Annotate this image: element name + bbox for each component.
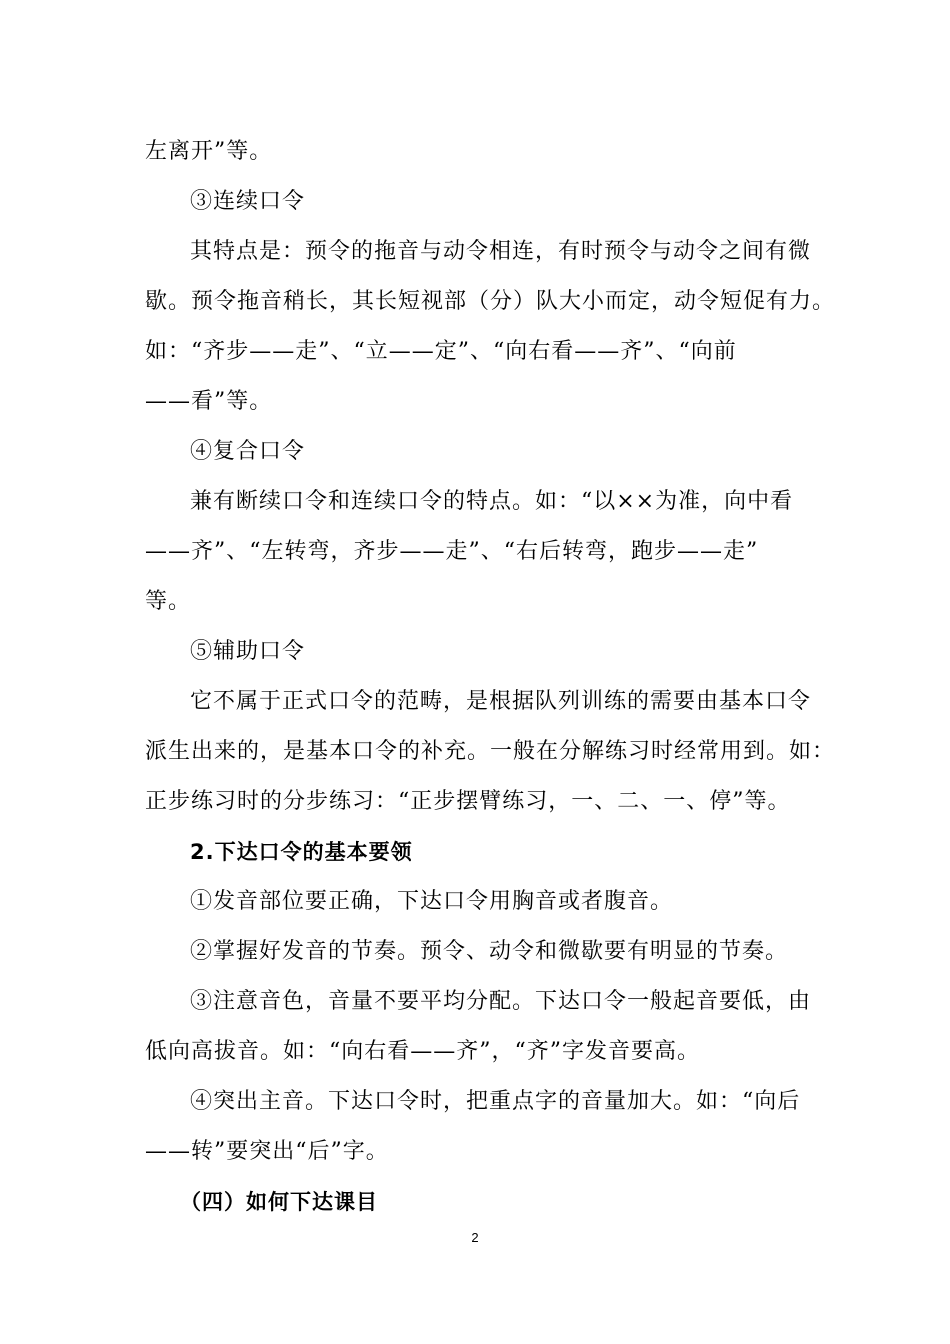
text-line: ——看”等。 xyxy=(145,389,273,414)
text-line: ①发音部位要正确，下达口令用胸音或者腹音。 xyxy=(190,889,674,914)
text-line: ②掌握好发音的节奏。预令、动令和微歇要有明显的节奏。 xyxy=(190,939,789,964)
text-line: 歇。预令拖音稍长，其长短视部（分）队大小而定，动令短促有力。 xyxy=(145,289,836,314)
text-line: 其特点是：预令的拖音与动令相连，有时预令与动令之间有微 xyxy=(190,239,812,264)
text-line: 派生出来的，是基本口令的补充。一般在分解练习时经常用到。如： xyxy=(145,739,836,764)
text-line: 低向高拔音。如：“向右看——齐”，“齐”字发音要高。 xyxy=(145,1039,700,1064)
text-line: ⑤辅助口令 xyxy=(190,639,306,664)
text-line: 左离开”等。 xyxy=(145,139,273,164)
text-line: 等。 xyxy=(145,589,192,614)
text-line: ——转”要突出“后”字。 xyxy=(145,1139,389,1164)
text-line: ③连续口令 xyxy=(190,189,306,214)
text-line: ④突出主音。下达口令时，把重点字的音量加大。如：“向后 xyxy=(190,1089,801,1114)
text-line: 如：“齐步——走”、“立——定”、“向右看——齐”、“向前 xyxy=(145,339,737,364)
text-line: ③注意音色，音量不要平均分配。下达口令一般起音要低，由 xyxy=(190,989,812,1014)
text-line: ——齐”、“左转弯，齐步——走”、“右后转弯，跑步——走” xyxy=(145,539,759,564)
text-line: 正步练习时的分步练习：“正步摆臂练习，一、二、一、停”等。 xyxy=(145,789,791,814)
text-line: 它不属于正式口令的范畴，是根据队列训练的需要由基本口令 xyxy=(190,689,812,714)
page-number: 2 xyxy=(471,1230,479,1245)
section-heading: 2.下达口令的基本要领 xyxy=(190,840,413,864)
section-heading: （四）如何下达课目 xyxy=(180,1190,378,1214)
text-line: 兼有断续口令和连续口令的特点。如：“以××为准，向中看 xyxy=(190,489,794,514)
text-line: ④复合口令 xyxy=(190,439,306,464)
